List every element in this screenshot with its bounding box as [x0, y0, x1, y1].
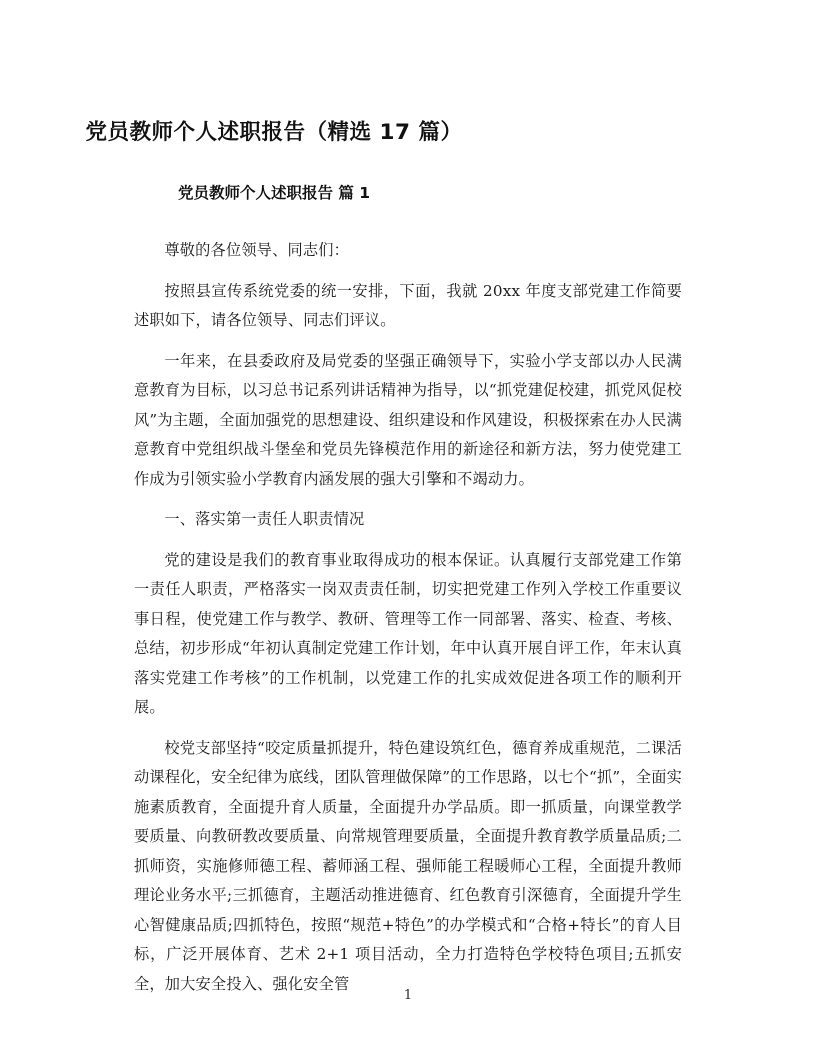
paragraph-party-building: 党的建设是我们的教育事业取得成功的根本保证。认真履行支部党建工作第一责任人职责，严格落实一岗双责责任制，切实把党建工作列入学校工作重要议事日程，使党建工作与教学、教研、管理等工作一同部署、落实、检查、考核、总结，初步形成“年初认真制定党建工作计划，年中认真开展自评工作，年末认真落实党建工作考核”的工作机制，以党建工作的扎实成效促进各项工作的顺利开展。: [134, 550, 682, 716]
section-heading-one: 一、落实第一责任人职责情况: [164, 510, 365, 528]
page-number: 1: [403, 988, 413, 1003]
document-subtitle: 党员教师个人述职报告 篇 1: [177, 184, 371, 202]
paragraph-salutation: 尊敬的各位领导、同志们：: [164, 241, 350, 259]
paragraph-year-review: 一年来，在县委政府及局党委的坚强正确领导下，实验小学支部以办人民满意教育为目标，以习总书记系列讲话精神为指导，以“抓党建促校建，抓党风促校风”为主题，全面加强党的思想建设、组织建设和作风建设，积极探索在办人民满意教育中党组织战斗堡垒和党员先锋模范作用的新途径和新方法，努力使党建工作成为引领实验小学教育内涵发展的强大引擎和不竭动力。: [134, 351, 682, 488]
paragraph-intro: 按照县宣传系统党委的统一安排，下面，我就 20xx 年度支部党建工作简要述职如下，请各位领导、同志们评议。: [134, 281, 682, 329]
page-title: 党员教师个人述职报告（精选 17 篇）: [85, 120, 463, 145]
paragraph-branch-approach: 校党支部坚持“咬定质量抓提升，特色建设筑红色，德育养成重规范，二课活动课程化，安全纪律为底线，团队管理做保障”的工作思路，以七个“抓”，全面实施素质教育，全面提升育人质量，全面提升办学品质。即一抓质量，向课堂教学要质量、向教研教改要质量、向常规管理要质量，全面提升教育教学质量品质;二抓师资，实施修师德工程、蓄师涵工程、强师能工程暖师心工程，全面提升教师理论业务水平;三抓德育，主题活动推进德育、红色教育引深德育，全面提升学生心智健康品质;四抓特色，按照“规范+特色”的办学模式和“合格+特长”的育人目标，广泛开展体育、艺术 2+1 项目活动，全力打造特色学校特色项目;五抓安全，加大安全投入、强化安全管: [134, 738, 682, 993]
paragraph-container: [134, 236, 682, 1010]
